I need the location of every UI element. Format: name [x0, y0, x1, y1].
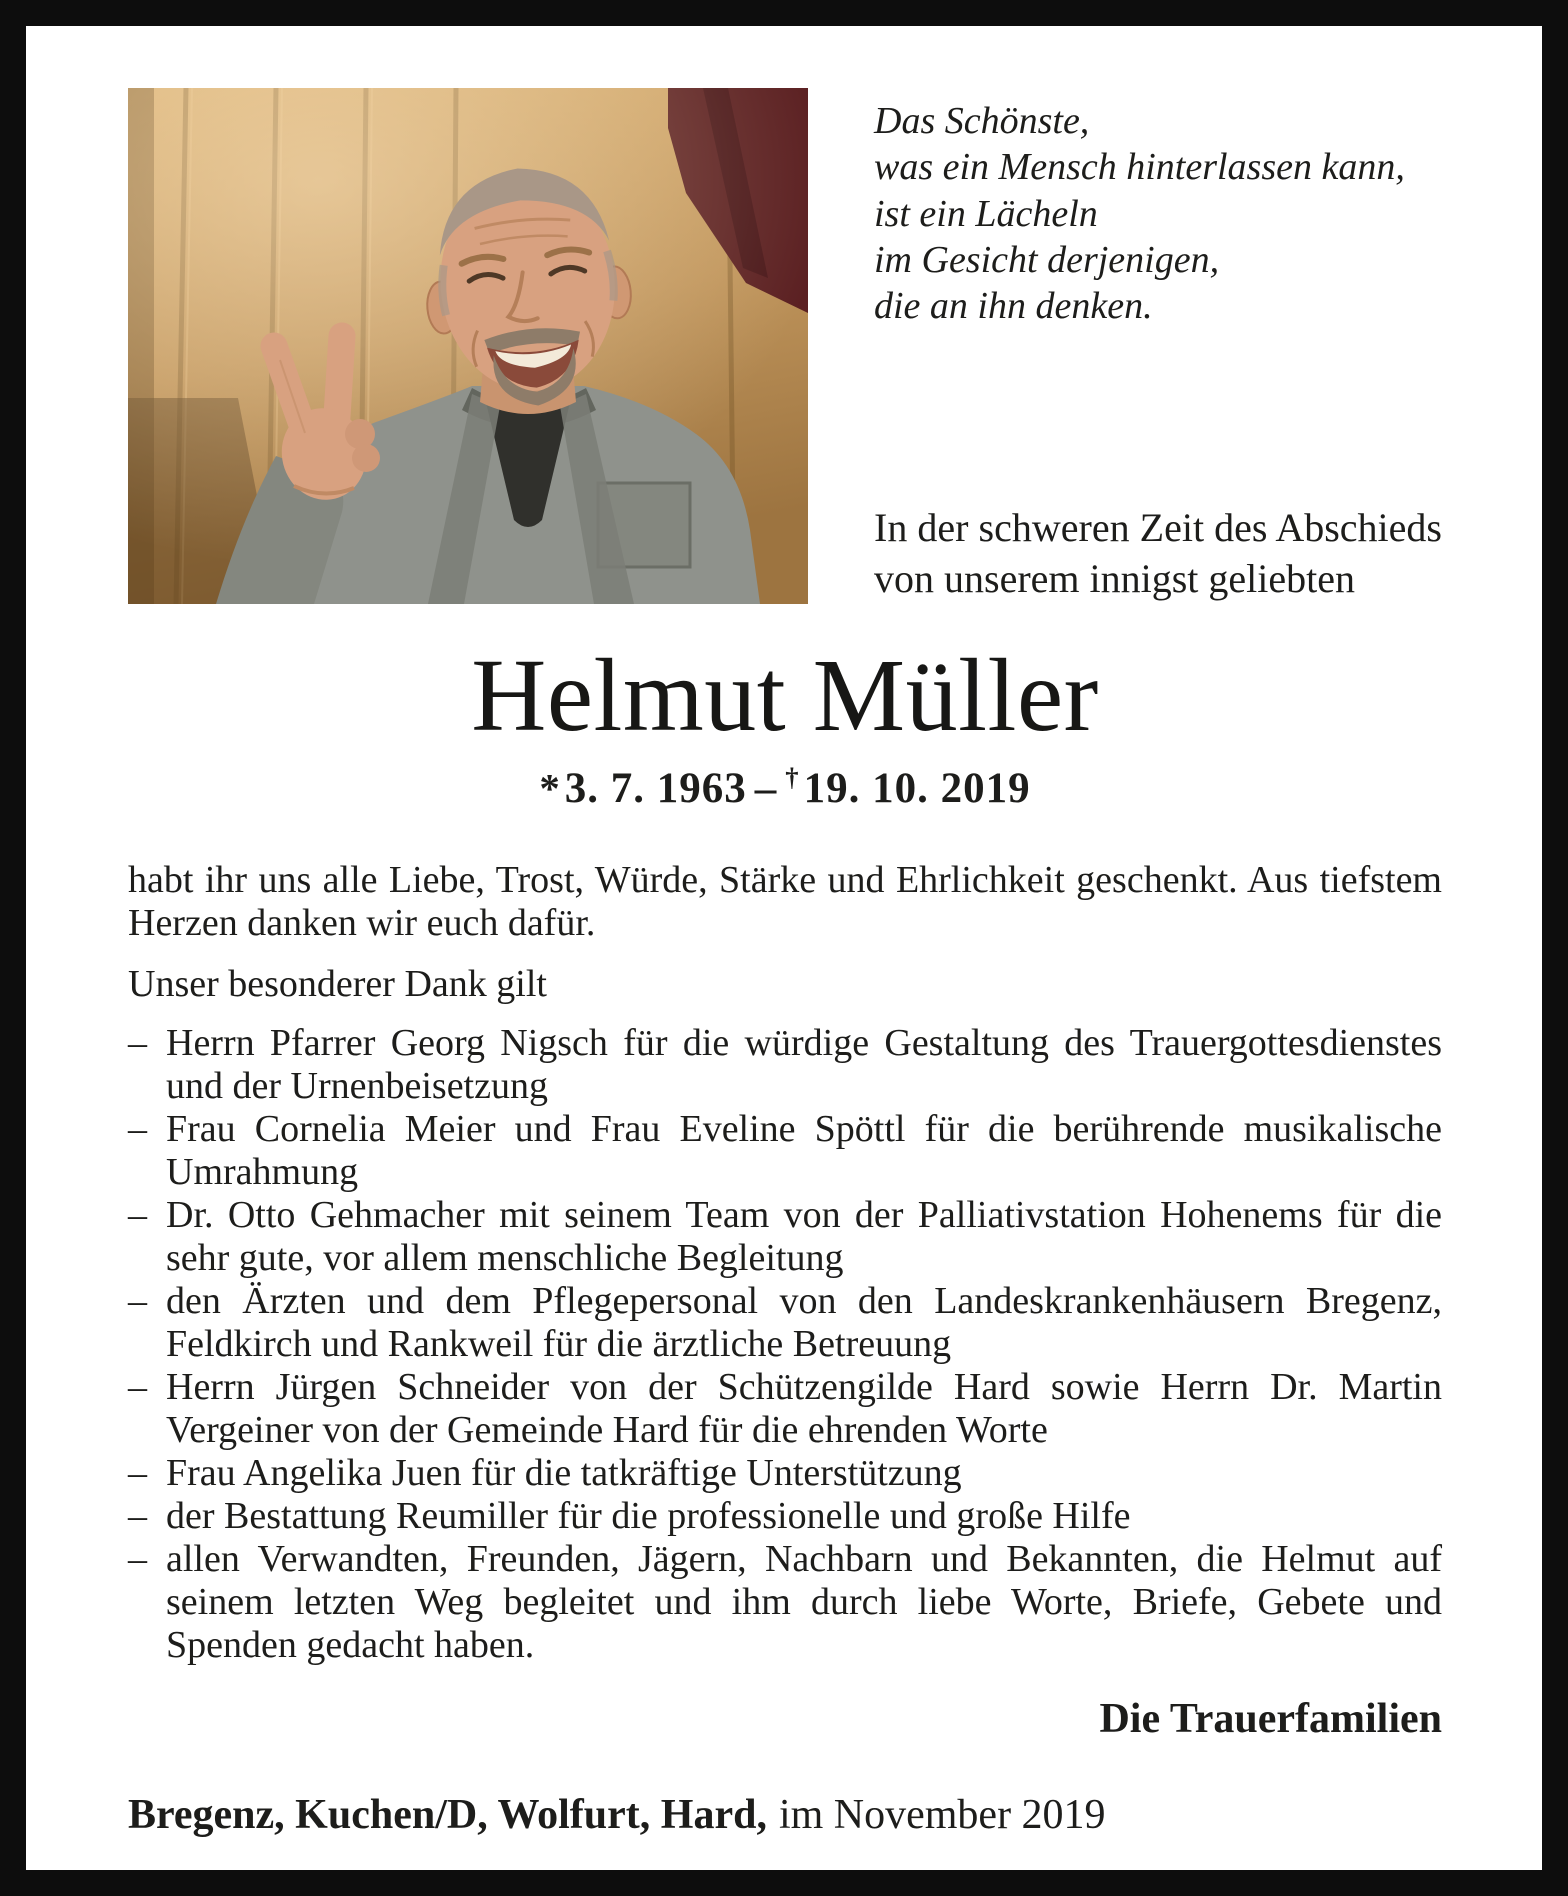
quote-line: im Gesicht derjenigen,: [874, 239, 1220, 282]
deceased-name: Helmut Müller: [471, 638, 1099, 753]
list-item-text: allen Verwandten, Freunden, Jägern, Nachbarn und Bekannten, die Helmut auf seinem letzten Weg begleitet und ihm durch liebe Worte, Briefe, Gebete und Spenden gedacht haben.: [166, 1537, 1442, 1666]
birth-symbol: *: [539, 765, 561, 811]
list-item-text: den Ärzten und dem Pflegepersonal von den Landeskrankenhäusern Bregenz, Feldkirch und Rankweil für die ärztliche Betreuung: [166, 1279, 1442, 1365]
footer-line: [128, 1791, 1442, 1839]
quote-line: ist ein Lächeln: [874, 192, 1098, 235]
list-item-text: der Bestattung Reumiller für die professionelle und große Hilfe: [166, 1494, 1131, 1537]
quote-line: was ein Mensch hinterlassen kann,: [874, 146, 1405, 189]
intro-text: In der schweren Zeit des Abschieds von unserem innigst geliebten: [874, 505, 1442, 601]
header-section: [128, 88, 1442, 604]
quote-line: die an ihn denken.: [874, 285, 1153, 328]
list-item: [128, 1022, 1442, 1108]
list-item: [128, 1366, 1442, 1452]
list-item-text: Frau Angelika Juen für die tatkräftige Unterstützung: [166, 1451, 962, 1494]
death-symbol: †: [785, 762, 800, 793]
birth-date: 3. 7. 1963: [564, 764, 747, 812]
bullet-dash: –: [128, 1537, 147, 1580]
bullet-dash: –: [128, 1021, 147, 1064]
quote-line: Das Schönste,: [874, 100, 1090, 142]
life-dates: [128, 762, 1442, 812]
dates-separator: –: [754, 764, 778, 812]
footer-date: im November 2019: [778, 1791, 1106, 1838]
list-item: [128, 1280, 1442, 1366]
footer-locations: Bregenz, Kuchen/D, Wolfurt, Hard,: [128, 1791, 767, 1838]
memorial-quote: [874, 98, 1442, 330]
bullet-dash: –: [128, 1494, 147, 1537]
bullet-dash: –: [128, 1365, 147, 1408]
opening-paragraph: habt ihr uns alle Liebe, Trost, Würde, Stärke und Ehrlichkeit geschenkt. Aus tiefstem Herzen danken wir euch dafür.: [128, 858, 1442, 944]
list-item: [128, 1538, 1442, 1667]
list-item-text: Frau Cornelia Meier und Frau Eveline Spöttl für die berührende musikalische Umrahmung: [166, 1107, 1442, 1193]
thanks-list: [128, 1022, 1442, 1667]
list-item-text: Herrn Pfarrer Georg Nigsch für die würdige Gestaltung des Trauergottesdienstes und der Urnenbeisetzung: [166, 1021, 1442, 1107]
bullet-dash: –: [128, 1279, 147, 1322]
portrait-photo: [128, 88, 808, 604]
signature: Die Trauerfamilien: [1099, 1695, 1442, 1742]
list-item: [128, 1495, 1442, 1538]
list-item-text: Dr. Otto Gehmacher mit seinem Team von der Palliativstation Hohenems für die sehr gute, vor allem menschliche Begleitung: [166, 1193, 1442, 1279]
bullet-dash: –: [128, 1193, 147, 1236]
list-item-text: Herrn Jürgen Schneider von der Schützengilde Hard sowie Herrn Dr. Martin Vergeiner von der Gemeinde Hard für die ehrenden Worte: [166, 1365, 1442, 1451]
bullet-dash: –: [128, 1451, 147, 1494]
list-item: [128, 1452, 1442, 1495]
death-date: 19. 10. 2019: [803, 764, 1031, 812]
header-text-column: [874, 88, 1442, 604]
list-item: [128, 1108, 1442, 1194]
thanks-heading: Unser besonderer Dank gilt: [128, 962, 547, 1005]
list-item: [128, 1194, 1442, 1280]
bullet-dash: –: [128, 1107, 147, 1150]
